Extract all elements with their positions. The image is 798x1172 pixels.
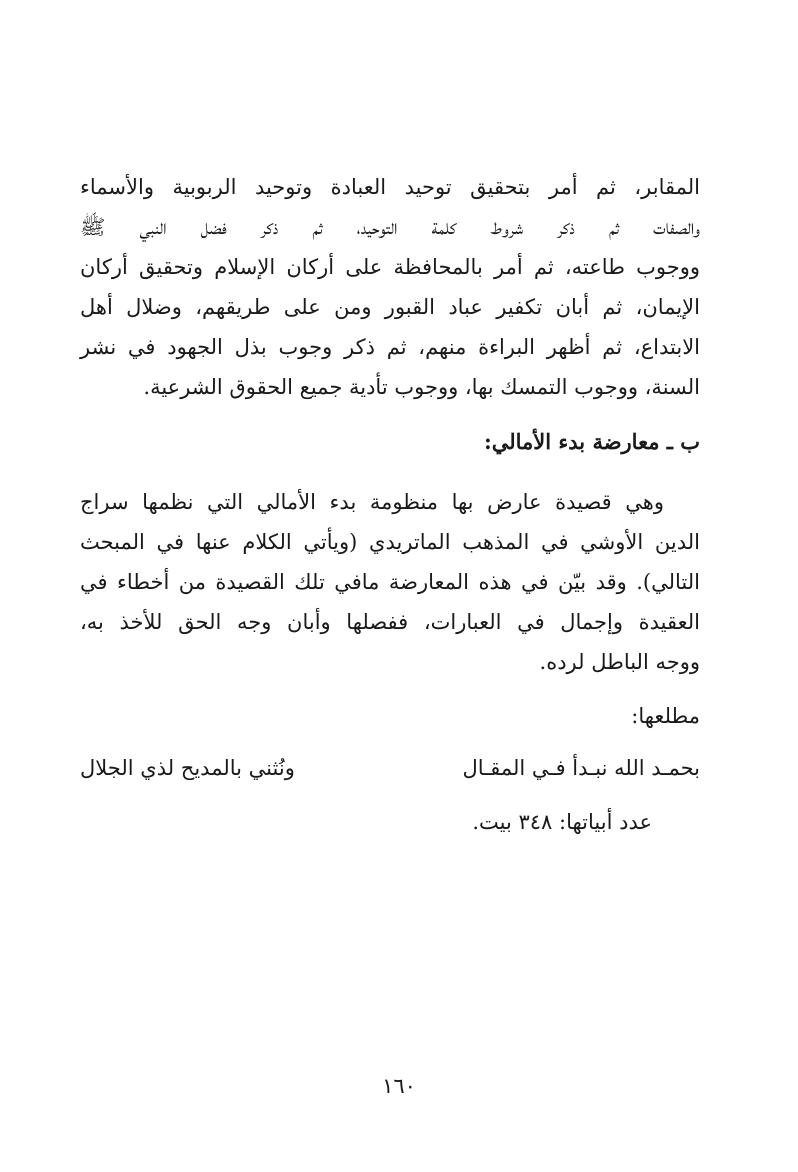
text-line: الابتداع، ثم أظهر البراءة منهم، ثم ذكر وجوب بذل الجهود في نشر <box>80 335 700 359</box>
text-line: الدين الأوشي في المذهب الماتريدي (ويأتي الكلام عنها في المبحث <box>80 530 700 554</box>
poem-verse <box>80 748 700 788</box>
text-line: التالي). وقد بيّن في هذه المعارضة مافي تلك القصيدة من أخطاء في <box>80 570 700 594</box>
text-line: الإيمان، ثم أبان تكفير عباد القبور ومن على طريقهم، وضلال أهل <box>80 295 700 319</box>
section-heading: ب ـ معارضة بدء الأمالي: <box>483 429 700 454</box>
opening-label: مطلعها: <box>631 704 700 728</box>
text-line: المقابر، ثم أمر بتحقيق توحيد العبادة وتوحيد الربوبية والأسماء <box>80 175 700 199</box>
paragraph-intro <box>80 167 700 407</box>
text-line: العقيدة وإجمال في العبارات، ففصلها وأبان وجه الحق للأخذ به، <box>80 610 700 634</box>
page-number: ١٦٠ <box>382 1074 416 1098</box>
verse-first-hemistich: بحمـد الله نبـدأ فـي المقـال <box>462 756 700 780</box>
verse-count: عدد أبياتها: ٣٤٨ بيت. <box>472 810 652 834</box>
text-line: وهي قصيدة عارض بها منظومة بدء الأمالي التي نظمها سراج <box>80 490 664 514</box>
text-line: والصفات ثم ذكر شروط كلمة التوحيد، ثم ذكر فضل النبي ﷺ <box>80 215 700 239</box>
text-line: ووجه الباطل لرده. <box>539 650 700 674</box>
verse-second-hemistich: ونُثني بالمديح لذي الجلال <box>80 756 295 780</box>
text-line: السنة، ووجوب التمسك بها، ووجوب تأدية جميع الحقوق الشرعية. <box>143 375 700 399</box>
text-line: ووجوب طاعته، ثم أمر بالمحافظة على أركان الإسلام وتحقيق أركان <box>80 255 700 279</box>
paragraph-description <box>80 482 700 682</box>
